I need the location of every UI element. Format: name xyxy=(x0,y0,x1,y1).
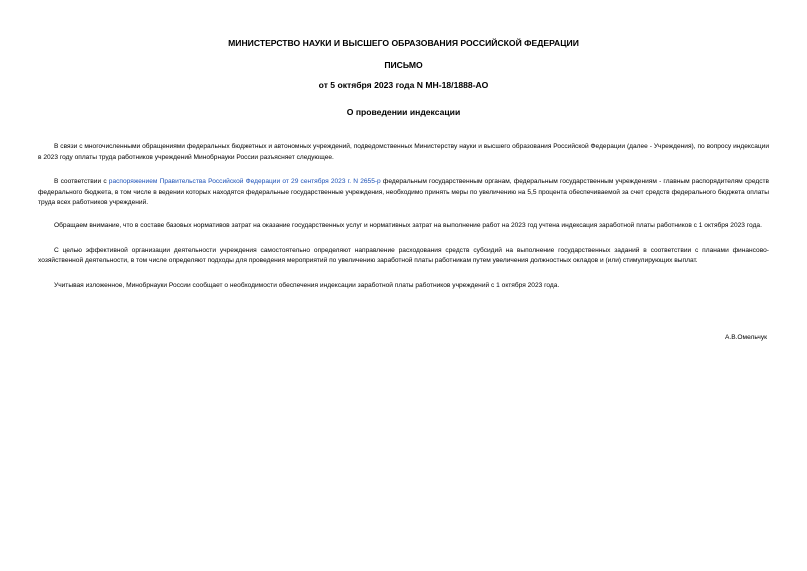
government-order-link[interactable]: распоряжением Правительства Российской Федерации от 29 сентября 2023 г. N 2655-р xyxy=(108,178,381,186)
signature: А.В.Омельчук xyxy=(724,334,767,341)
paragraph-5: Учитывая изложенное, Минобрнауки России сообщает о необходимости обеспечения индексации заработной платы работников учреждений с 1 октября 2023 года. xyxy=(54,281,560,289)
paragraph-4: С целью эффективной организации деятельности учреждения самостоятельно определяют направление расходования средств субсидий на выполнение государственных заданий в соответствии с планами финансово-хозяйственной деятельности, в том числе определяют подходы для проведения мероприятий по увеличению заработной платы работникам путем увеличения должностных окладов и (или) стимулирующих выплат. xyxy=(38,246,769,265)
paragraph-2 xyxy=(38,177,769,209)
paragraph-3: Обращаем внимание, что в составе базовых нормативов затрат на оказание государственных услуг и нормативных затрат на выполнение работ на 2023 год учтена индексация заработной платы работников с 1 октября 2023 года. xyxy=(54,221,762,229)
ministry-heading: МИНИСТЕРСТВО НАУКИ И ВЫСШЕГО ОБРАЗОВАНИЯ РОССИЙСКОЙ ФЕДЕРАЦИИ xyxy=(228,38,579,48)
document-type-heading: ПИСЬМО xyxy=(384,60,423,70)
paragraph-1: В связи с многочисленными обращениями федеральных бюджетных и автономных учреждений, подведомственных Министерству науки и высшего образования Российской Федерации (далее - Учреждения), по вопросу индексации в 2023 году оплаты труда работников учреждений Минобрнауки России разъясняет следующее. xyxy=(38,143,769,161)
document-subject: О проведении индексации xyxy=(346,107,461,117)
document-body xyxy=(38,142,769,291)
paragraph-2-lead: В соответствии с xyxy=(54,178,109,186)
document-date-number: от 5 октября 2023 года N МН-18/1888-АО xyxy=(318,80,489,90)
paragraph-2-rest: федеральным государственным органам, федеральным государственным учреждениям - главным распорядителям средств федерального бюджета, в том числе в ведении которых находятся федеральные государственные учреждения, необходимо принять меры по увеличению на 5,5 процента обеспечиваемой за счет средств федерального бюджета оплаты труда всех работников учреждений. xyxy=(38,178,770,207)
